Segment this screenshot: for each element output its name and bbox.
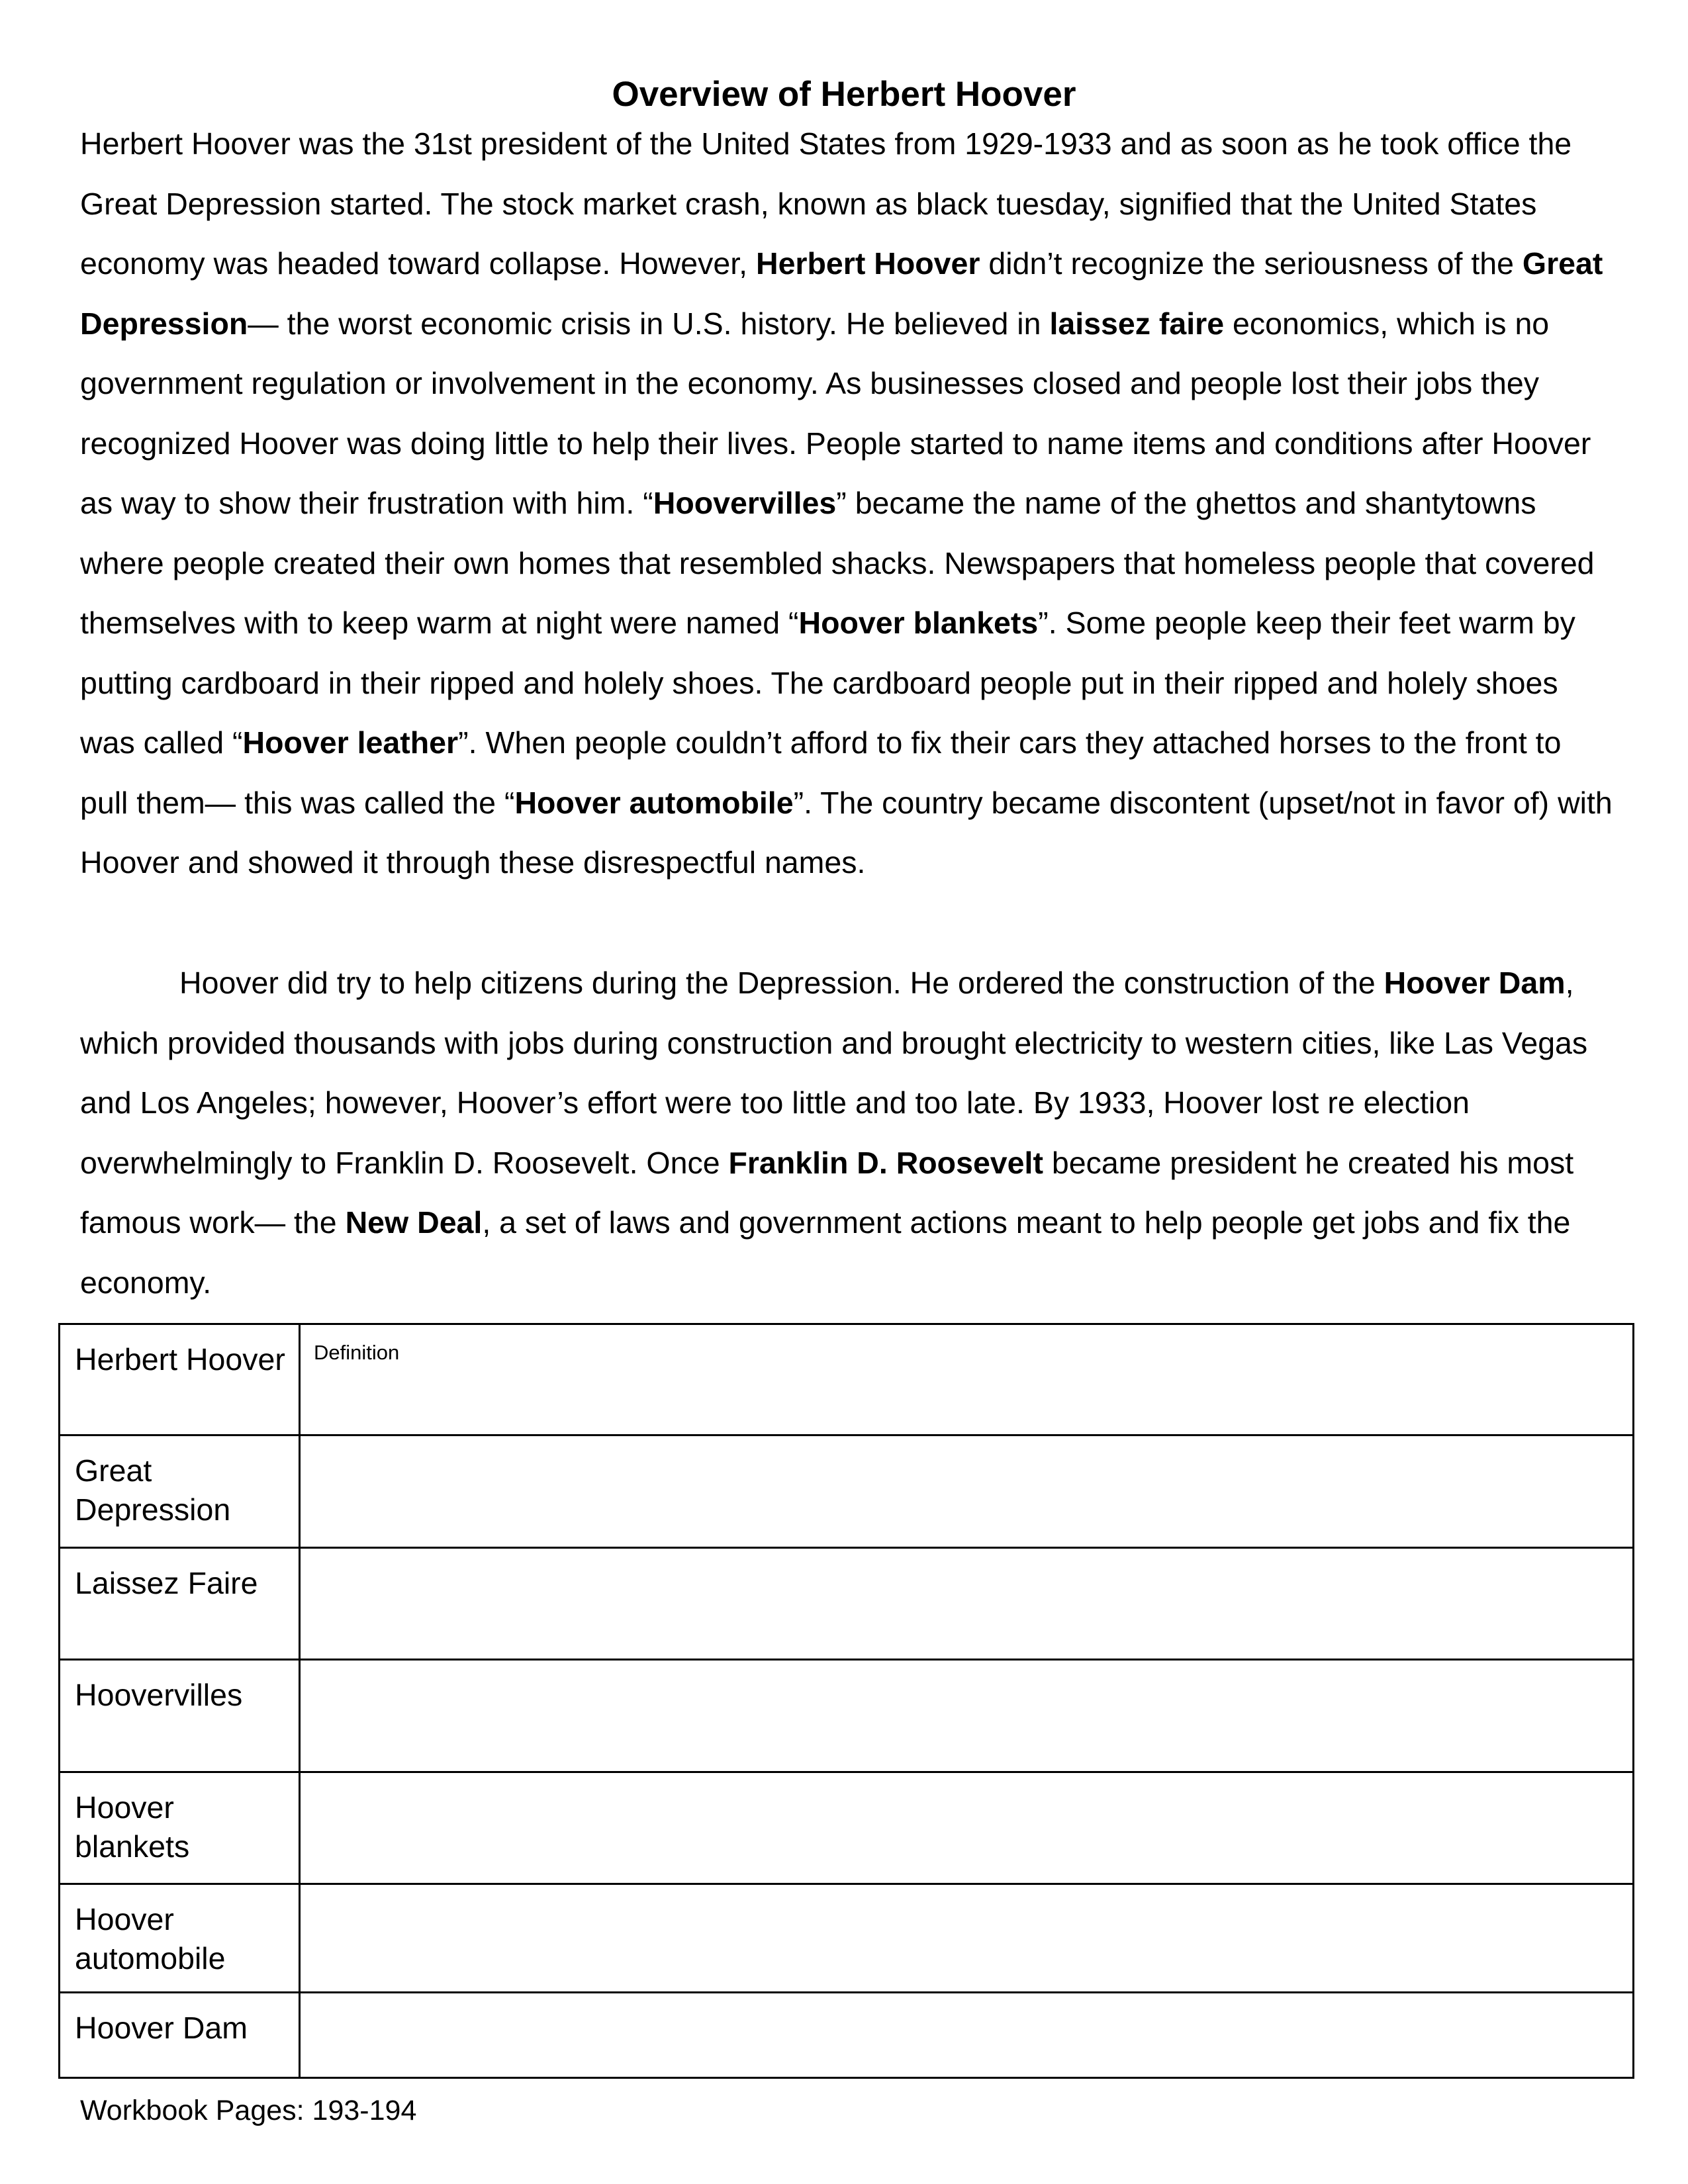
text-run: Herbert Hoover was the 31st president of the United States from 1929-1933 and as soon as he took office the Great Depression started. The stock market crash, known as black tuesday, signified that the United States economy was headed toward collapse. However, [80,126,1572,281]
definition-cell[interactable] [300,1660,1634,1772]
definition-cell[interactable] [300,1772,1634,1884]
table-row [60,1772,1634,1884]
key-term: Franklin D. Roosevelt [728,1145,1043,1180]
term-cell: Hoover blankets [60,1772,300,1884]
page-title: Overview of Herbert Hoover [612,75,1076,114]
definition-label: Definition [314,1341,400,1364]
text-run: ”. The country became discontent (upset/not in favor of) with Hoover and showed it through these disrespectful names. [80,785,1613,880]
key-term: laissez faire [1049,306,1225,341]
text-run: ”. When people couldn’t afford to fix their cars they attached horses to the front to pull them— this was called the “ [80,725,1562,820]
paragraph-1 [80,114,1616,893]
text-run: economics, which is no government regulation or involvement in the economy. As businesses closed and people lost their jobs they recognized Hoover was doing little to help their lives. People started to name items and conditions after Hoover as way to show their frustration with him. “ [80,306,1591,520]
paragraph-2 [80,953,1616,1312]
text-run: , a set of laws and government actions meant to help people get jobs and fix the economy. [80,1205,1571,1300]
term-cell: Hoover Dam [60,1993,300,2078]
key-term: Great Depression [80,246,1603,341]
definition-cell[interactable] [300,1548,1634,1660]
workbook-pages: Workbook Pages: 193-194 [80,2095,417,2126]
text-run: — the worst economic crisis in U.S. history. He believed in [248,306,1050,341]
key-term: Hoover automobile [514,785,794,820]
table-row [60,1548,1634,1660]
key-term: New Deal [345,1205,483,1240]
table-row [60,1884,1634,1993]
text-run: became president he created his most famous work— the [80,1145,1574,1240]
term-cell: Hoover automobile [60,1884,300,1993]
text-run: , which provided thousands with jobs during construction and brought electricity to western cities, like Las Vegas and Los Angeles; however, Hoover’s effort were too little and too late. By 1933, Hoover lost re election overwhelmingly to Franklin D. Roosevelt. Once [80,966,1588,1180]
definition-cell[interactable] [300,1993,1634,2078]
definition-cell[interactable] [300,1324,1634,1435]
term-cell: Hoovervilles [60,1660,300,1772]
text-run: ”. Some people keep their feet warm by putting cardboard in their ripped and holely shoes. The cardboard people put in their ripped and holely shoes was called “ [80,606,1575,760]
text-run: Hoover did try to help citizens during the Depression. He ordered the construction of the [179,966,1384,1000]
term-cell: Great Depression [60,1435,300,1548]
text-run: ” became the name of the ghettos and shantytowns where people created their own homes that resembled shacks. Newspapers that homeless people that covered themselves with to keep warm at night were named “ [80,486,1595,640]
key-term: Hoover blankets [798,606,1039,640]
definition-cell[interactable] [300,1884,1634,1993]
key-term: Hoover leather [242,725,459,760]
key-term: Herbert Hoover [755,246,980,281]
text-run: didn’t recognize the seriousness of the [980,246,1523,281]
term-cell: Herbert Hoover [60,1324,300,1435]
table-row [60,1993,1634,2078]
key-term: Hoover Dam [1383,966,1566,1000]
table-row [60,1660,1634,1772]
definition-cell[interactable] [300,1435,1634,1548]
key-term: Hoovervilles [653,486,837,520]
vocabulary-table [58,1323,1634,2079]
table-row [60,1435,1634,1548]
term-cell: Laissez Faire [60,1548,300,1660]
table-row [60,1324,1634,1435]
